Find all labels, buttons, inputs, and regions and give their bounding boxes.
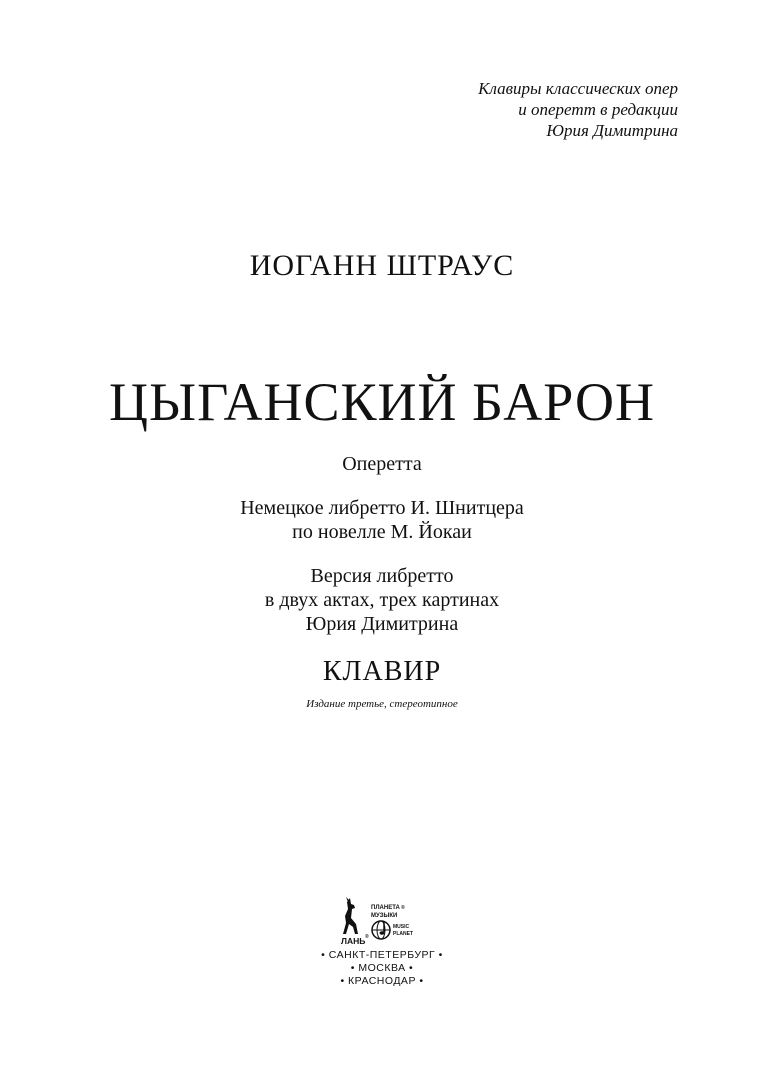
logo-registered-right: ® xyxy=(401,905,405,911)
series-line: Клавиры классических опер xyxy=(478,79,678,98)
libretto-credit xyxy=(0,496,764,544)
logo-mid-text: МУЗЫКИ xyxy=(371,913,398,919)
logo-music-text: MUSIC xyxy=(393,924,410,930)
genre: Оперетта xyxy=(342,453,422,475)
music-globe-icon xyxy=(372,921,390,939)
author-name: ИОГАНН ШТРАУС xyxy=(249,249,515,282)
version-line: в двух актах, трех картинах xyxy=(264,589,500,611)
city-line: • САНКТ-ПЕТЕРБУРГ • xyxy=(321,949,443,961)
version-line: Юрия Димитрина xyxy=(305,613,459,635)
edition-note: Издание третье, стереотипное xyxy=(306,698,458,710)
work-title: ЦЫГАНСКИЙ БАРОН xyxy=(109,372,655,432)
publisher-logo xyxy=(337,896,427,948)
logo-registered-left: ® xyxy=(365,934,369,940)
series-line: Юрия Димитрина xyxy=(546,121,678,140)
logo-planet-text: PLANET xyxy=(393,931,413,937)
libretto-line: по новелле М. Йокаи xyxy=(292,521,472,543)
city-line: • КРАСНОДАР • xyxy=(340,975,424,987)
series-note xyxy=(478,78,678,141)
publisher-cities xyxy=(0,949,764,988)
logo-left-text: ЛАНЬ xyxy=(341,936,366,946)
version-line: Версия либретто xyxy=(310,565,454,587)
city-line: • МОСКВА • xyxy=(350,962,414,974)
score-label: КЛАВИР xyxy=(322,656,442,687)
publisher-block xyxy=(0,896,764,988)
logo-top-text: ПЛАНЕТА xyxy=(371,905,400,911)
doe-icon xyxy=(343,897,358,934)
version-credit xyxy=(0,564,764,636)
libretto-line: Немецкое либретто И. Шнитцера xyxy=(240,497,524,519)
series-line: и оперетт в редакции xyxy=(518,100,678,119)
